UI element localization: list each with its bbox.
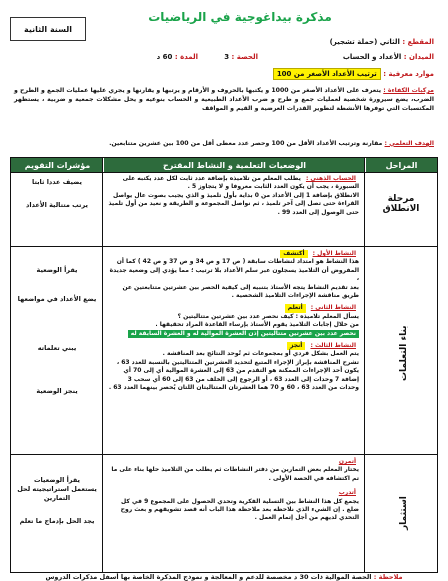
train-tag: أتدرب: [338, 489, 356, 497]
activity2-line: من خلال إجابات التلاميذ يقوم الأستاذ بإرساء القاعدة المراد تحقيقها .: [155, 321, 359, 329]
resources-value: ترتيب الأعداد الأصغر من 100: [273, 68, 381, 80]
domain-label: الميدان :: [403, 53, 434, 61]
eval-item: يجد الحل بإدماج ما تعلم: [19, 517, 95, 525]
activity1-line: هذا النشاط هو امتداد لنشاطات سابقة ( ص 17 و ص 34 و ص 37 و ص 42 ) كما أن المفروض أن التلاميذ يسجلون عبر سلم الأعداد بلا ترتيب ؛ مما يؤدي إلى وضعية جديدة ،: [109, 258, 359, 283]
table-header: [11, 158, 437, 172]
note-text: الحصة الموالية ذات 30 د مخصصة للدعم و المعالجة و نموذج المذكرة الخاصة بها أسفل مذكرات الدروس: [45, 573, 372, 581]
activity3-sub: أنجز: [287, 342, 305, 350]
duration-label: المدة :: [174, 53, 198, 61]
domain-line: [343, 53, 434, 61]
school-year-box: السنة الثانية: [10, 17, 86, 41]
competence-label: مركبات الكفاءة :: [383, 87, 435, 94]
footer-note: [10, 573, 438, 581]
competence-paragraph: [14, 86, 434, 113]
document-title: مذكرة بيداغوجية في الرياضيات: [148, 10, 332, 24]
activity2-tag: النشاط الثاني :: [310, 304, 356, 312]
stage-invest: استثمار: [399, 496, 409, 530]
practice-tag: أتمرن: [338, 458, 356, 465]
activity2-line: يسأل المعلم تلاميذه : كيف نحصر عدد بين عشرتين متتاليتين ؟: [177, 312, 359, 320]
activity1-tag: النشاط الأول :: [312, 250, 356, 257]
column-divider: [364, 158, 365, 572]
header-activities: الوضعيات التعلمية و النشاط المقترح: [103, 158, 365, 172]
eval-item: يبني تعلماته: [37, 344, 77, 352]
launch-eval: [15, 178, 99, 210]
eval-item: يضيف عددا ثابتا: [32, 178, 82, 186]
note-label: ملاحظة :: [373, 573, 403, 581]
build-content: [107, 250, 359, 393]
header-eval: مؤشرات التقويم: [24, 160, 91, 170]
invest-eval: [15, 476, 99, 526]
eval-item: يقرأ الوضعية: [36, 266, 78, 274]
field-line: [330, 38, 434, 46]
eval-item: يستعمل استراتيجيته لحل التمارين: [17, 485, 97, 502]
duration-line: [157, 53, 198, 61]
eval-item: يرتب متتالية الأعداد: [26, 201, 88, 209]
session-line: [224, 53, 258, 61]
header-stage: المراحل: [365, 158, 437, 172]
invest-content: [107, 458, 359, 523]
field-label: المقطع :: [402, 38, 434, 46]
field-value: الثاني (حملة تشجير): [329, 38, 400, 46]
row-divider: [11, 172, 437, 173]
build-eval: [15, 266, 99, 396]
stage-launch: مرحلة الانطلاق: [382, 194, 420, 214]
train-line: يجمع كل هذا النشاط بين التسلية الفكرية وتحدي الحصول على المجموع 9 في كل ضلع . إن الشيء الذي نلاحظه بعد ملاحظة هذا الباب أنه قصد تشويقهم و بعث روح التحدي لديهم من أجل إتمام العمل .: [120, 497, 359, 522]
launch-line: الانطلاق بإضافة 1 إلى الأعداد من 0 بداية بأول تلميذ و الذي يجيب بصوت عال يواصل القراءة حتى تصل إلى آخر تلميذ ، ثم نواصل المجموعة و الطريقة و نعيد من أول تلميذ حتى الوصول إلى العدد 99 .: [108, 191, 359, 216]
row-divider: [11, 454, 437, 455]
objective-text: مقارنة وترتيب الأعداد الأقل من 100 وحصر عدد معطى أقل من 100 بين عشرين متتابعين.: [109, 140, 383, 147]
eval-item: ينجز الوضعية: [36, 387, 78, 395]
resources-label: موارد معرفية :: [383, 70, 434, 78]
resources-line: [273, 70, 434, 78]
launch-line: يطلب المعلم من تلاميذه بإضافة عدد ثابت لكل عدد يكتبه على السبورة ، يجب أن يكون العدد الثابت معروفا و لا يتجاوز 5 .: [122, 175, 359, 191]
activity1-sub: أكتشف: [280, 250, 307, 258]
activity3-line: يتم العمل بشكل فردي أو بمجموعات ثم تُوحد النتائج بعد المناقشة .: [162, 350, 359, 358]
session-label: الحصة :: [231, 53, 258, 61]
lesson-table: [10, 157, 438, 573]
activity1-line: بعد تقديم النشاط يتجه الأستاذ بتنبيه إلى كيفية الحصر بين عشرتين متتابعتين عن طريق مناقشة الإجراءات التلاميذ الشخصية .: [122, 283, 359, 300]
rule-highlight: نحصر عدد بين عشرتين متتاليتين إذن العشرة الموالية له و العشرة السابقة له: [128, 330, 359, 338]
stage-build: بناء التعلمات: [399, 325, 409, 381]
objective-label: الهدف التعلمي :: [384, 140, 434, 147]
column-divider: [102, 158, 103, 572]
launch-content: [107, 175, 359, 217]
eval-item: يقرأ الوضعيات: [34, 476, 80, 484]
objective-paragraph: [14, 139, 434, 148]
competence-text: يتعرف على الأعداد الأصغر من 1000 و يكتبها بالحروف و الأرقام و يرتبها و يقارنها و يجري عليها عمليات الجمع و الطرح و الضرب، يضع سيرورة شخصية لعمليات جمع و طرح و ضرب الأعداد الطبيعية و الحساب بنوعيه و يحل مشكلات جمعية و ضربية ، يستظهر المكتسبات التي توفرها الأنشطة لتطوير القدرات العرضية و القيم و المواقف: [14, 87, 434, 112]
duration-value: 60 د: [156, 53, 173, 61]
row-divider: [11, 246, 437, 247]
activity3-tag: النشاط الثالث :: [310, 342, 356, 350]
activity3-line: تشرح المناقشة بإبراز الإجراء المتبع لتحديد العشرتين المتتاليتين بالنسبة للعدد 63 ، يكون أحد الإجراءات الممكنة هو التقدم من 63 إلى العشرة الموالية أي إلى 70 أي إضافة 7 وحدات إلى العدد 63 ، أو الرجوع إلى الخلف من 63 إلى 60 أي سحب 3 وحدات من العدد 63 ، 60 و 70 هما العشرتان المتتاليتان اللتان يُحصر بينهما العدد 63 .: [108, 358, 359, 392]
practice-line: يختار المعلم بعض التمارين من دفتر النشاطات ثم يطلب من التلاميذ حلها بناء على ما تم اكتشافه في الحصة الأولى .: [111, 466, 359, 482]
eval-item: يضع الأعداد في مواضعها: [17, 295, 97, 303]
domain-value: الأعداد و الحساب: [342, 53, 402, 61]
session-value: 3: [224, 53, 230, 61]
activity2-sub: أتعلم: [285, 304, 306, 312]
mental-calc-tag: الحساب الذهني :: [305, 175, 356, 182]
